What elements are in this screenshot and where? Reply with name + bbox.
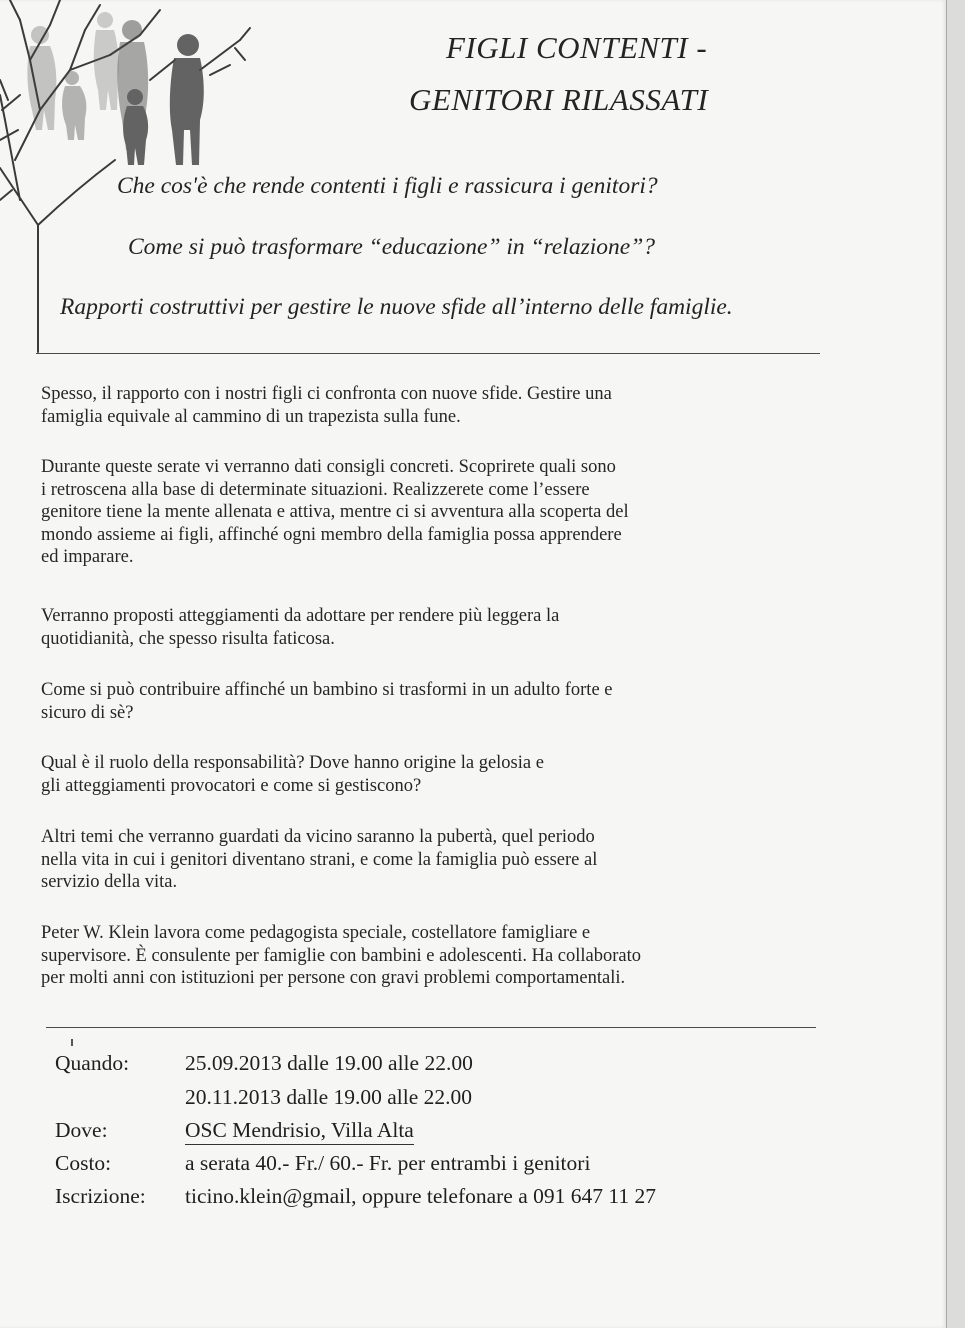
text-line: i retroscena alla base di determinate situazioni. Realizzerete come l’essere bbox=[41, 479, 590, 500]
paragraph-4 bbox=[41, 679, 801, 724]
divider-top bbox=[36, 353, 820, 354]
question-1: Che cos'è che rende contenti i figli e rassicura i genitori? bbox=[117, 173, 658, 199]
paragraph-2 bbox=[41, 456, 801, 569]
info-row-signup bbox=[55, 1184, 656, 1217]
paragraph-author-bio bbox=[41, 922, 801, 990]
paragraph-1 bbox=[41, 383, 801, 428]
title-line-2: GENITORI RILASSATI bbox=[409, 82, 709, 117]
text-line: nella vita in cui i genitori diventano strani, e come la famiglia può essere al bbox=[41, 849, 598, 870]
cost-label: Costo: bbox=[55, 1151, 112, 1175]
text-line: Qual è il ruolo della responsabilità? Dove hanno origine la gelosia e bbox=[41, 753, 544, 773]
where-value: OSC Mendrisio, Villa Alta bbox=[185, 1118, 414, 1145]
question-3: Rapporti costruttivi per gestire le nuove sfide all’interno delle famiglie. bbox=[60, 294, 733, 320]
text-line: Durante queste serate vi verranno dati consigli concreti. Scoprirete quali sono bbox=[41, 457, 616, 477]
text-line: gli atteggiamenti provocatori e come si gestiscono? bbox=[41, 775, 422, 796]
text-line: servizio della vita. bbox=[41, 872, 178, 892]
paragraph-5 bbox=[41, 752, 801, 797]
info-row-cost bbox=[55, 1151, 656, 1184]
paragraph-3 bbox=[41, 605, 801, 650]
event-info bbox=[55, 1051, 656, 1217]
text-line: Spesso, il rapporto con i nostri figli ci confronta con nuove sfide. Gestire una bbox=[41, 384, 612, 404]
signup-value: ticino.klein@gmail, oppure telefonare a 091 647 11 27 bbox=[185, 1184, 656, 1208]
question-2: Come si può trasformare “educazione” in “relazione”? bbox=[128, 234, 656, 260]
text-line: Come si può contribuire affinché un bambino si trasformi in un adulto forte e bbox=[41, 680, 613, 700]
text-line: Altri temi che verranno guardati da vicino saranno la pubertà, quel periodo bbox=[41, 827, 595, 847]
paragraph-6 bbox=[41, 826, 801, 894]
scan-page-edge bbox=[946, 0, 965, 1328]
when-label: Quando: bbox=[55, 1051, 130, 1075]
when-date-1: 25.09.2013 dalle 19.00 alle 22.00 bbox=[185, 1051, 473, 1075]
text-line: famiglia equivale al cammino di un trapezista sulla fune. bbox=[41, 406, 461, 427]
text-line: Verranno proposti atteggiamenti da adottare per rendere più leggera la bbox=[41, 606, 560, 626]
info-row-when-2 bbox=[55, 1085, 656, 1118]
text-line: sicuro di sè? bbox=[41, 702, 134, 723]
info-row-when bbox=[55, 1051, 656, 1085]
where-label: Dove: bbox=[55, 1118, 108, 1142]
text-line: Peter W. Klein lavora come pedagogista speciale, costellatore famigliare e bbox=[41, 923, 591, 943]
info-row-where bbox=[55, 1118, 656, 1151]
text-line: genitore tiene la mente allenata e attiva, mentre ci si avventura alla scoperta del bbox=[41, 502, 629, 522]
text-line: per molti anni con istituzioni per persone con gravi problemi comportamentali. bbox=[41, 968, 626, 988]
divider-bottom bbox=[46, 1027, 816, 1028]
when-date-2: 20.11.2013 dalle 19.00 alle 22.00 bbox=[185, 1085, 473, 1109]
text-line: supervisore. È consulente per famiglie con bambini e adolescenti. Ha collaborato bbox=[41, 945, 642, 966]
signup-label: Iscrizione: bbox=[55, 1184, 146, 1208]
cost-value: a serata 40.- Fr./ 60.- Fr. per entrambi i genitori bbox=[185, 1151, 591, 1175]
text-line: ed imparare. bbox=[41, 547, 134, 567]
title-line-1: FIGLI CONTENTI - bbox=[446, 30, 708, 65]
text-line: quotidianità, che spesso risulta faticosa. bbox=[41, 628, 335, 649]
text-line: mondo assieme ai figli, affinché ogni membro della famiglia possa apprendere bbox=[41, 524, 622, 545]
scan-speck bbox=[71, 1039, 73, 1046]
